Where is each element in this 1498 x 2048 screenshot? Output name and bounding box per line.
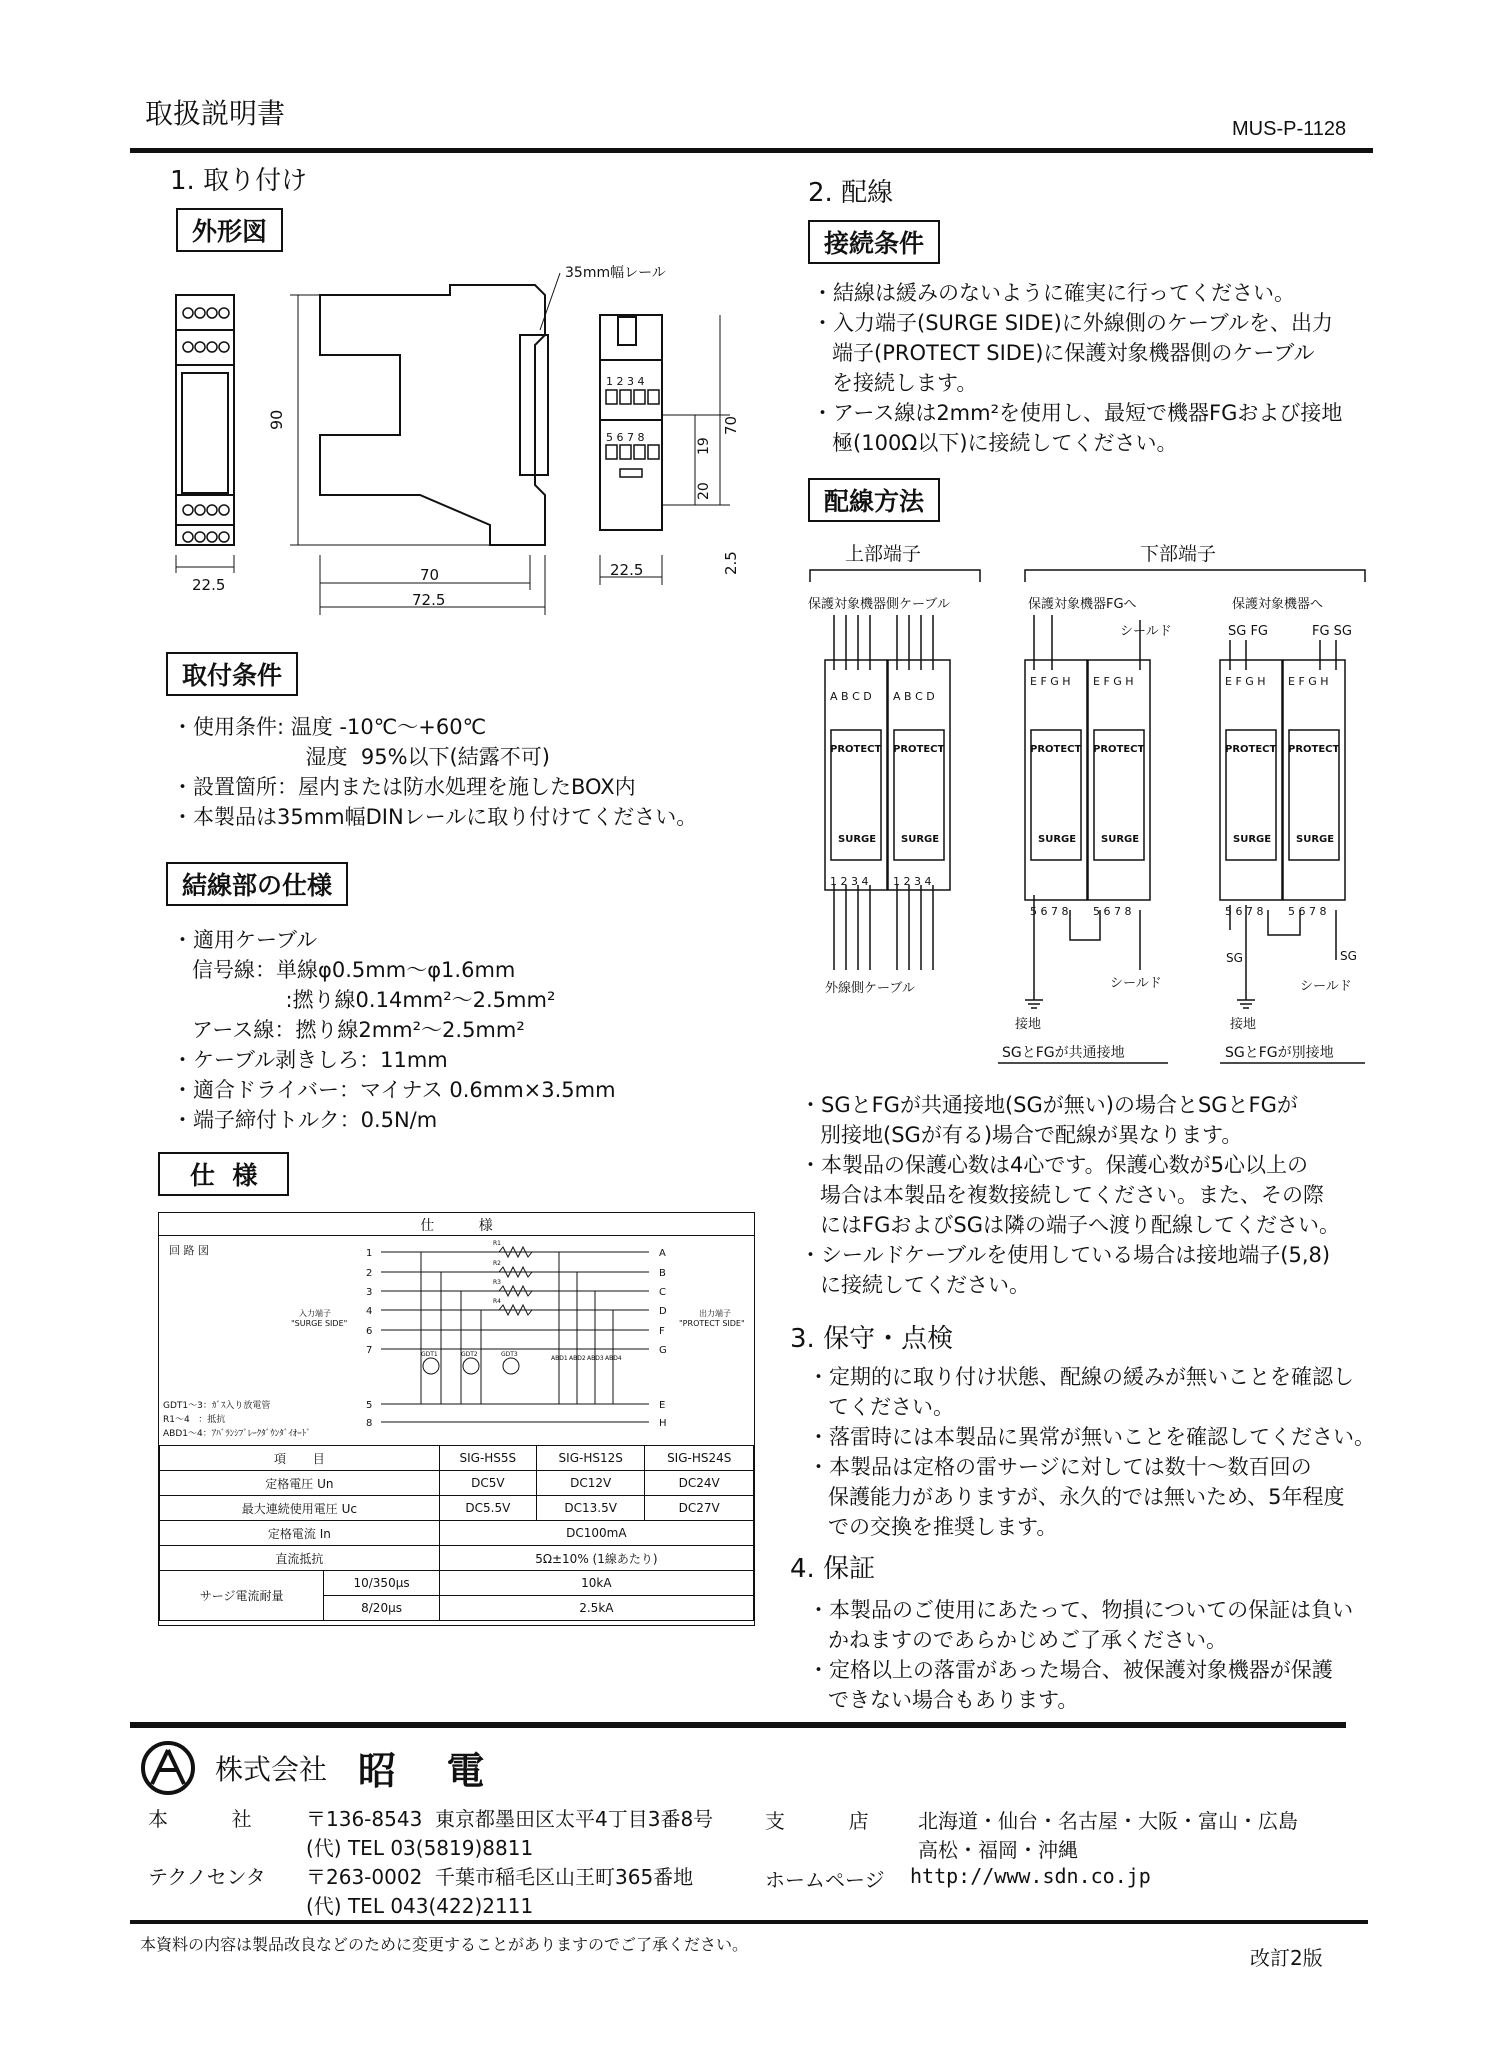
connection-conditions-list: [812, 278, 1342, 458]
mount-line: ・設置箇所：屋内または防水処理を施したBOX内: [172, 775, 636, 799]
pin-right: A: [659, 1248, 666, 1259]
wiring-diagram: [800, 530, 1380, 1070]
table-row: [160, 1496, 754, 1521]
pin-right: D: [659, 1306, 667, 1317]
table-header: SIG-HS24S: [645, 1446, 754, 1471]
dim-2-5: 2.5: [722, 551, 740, 575]
table-cell: 定格電圧 Un: [160, 1471, 440, 1496]
wiring-method-heading: 配線方法: [808, 478, 940, 522]
shield-label-bottom: シールド: [1110, 976, 1162, 991]
dim-20: 20: [696, 482, 712, 500]
pin-left: 8: [366, 1418, 373, 1429]
wire-line: :撚り線0.14mm²～2.5mm²: [172, 988, 556, 1012]
protect-label: PROTECT: [830, 744, 882, 755]
conn-line: 極(100Ω以下)に接続してください。: [812, 431, 1178, 455]
terminal-numbers: 5 6 7 8: [1093, 905, 1132, 918]
legend-line: ABD1～4：ｱﾊﾞﾗﾝｼﾌﾞﾚｰｸﾀﾞｳﾝﾀﾞｲｵｰﾄﾞ: [163, 1429, 311, 1439]
res-label: R2: [493, 1260, 501, 1267]
pin-right: H: [659, 1418, 667, 1429]
table-cell: DC100mA: [439, 1521, 753, 1546]
wire-line: ・適合ドライバー：マイナス 0.6mm×3.5mm: [172, 1078, 616, 1102]
conn-line: を接続します。: [812, 371, 978, 395]
wiring-notes: [800, 1090, 1340, 1300]
note-line: 場合は本製品を複数接続してください。また、その際: [800, 1183, 1325, 1207]
maintenance-list: [808, 1362, 1375, 1542]
technocenter-label: テクノセンタ: [148, 1865, 266, 1889]
dim-side-width: 22.5: [610, 561, 644, 579]
terminal-letters: A B C D: [893, 690, 935, 703]
terminal-letters: E F G H: [1030, 675, 1071, 688]
header-rule: [130, 148, 1373, 153]
res-label: R1: [493, 1240, 501, 1247]
table-header: 項 目: [160, 1446, 440, 1471]
conn-line: ・アース線は2mm²を使用し、最短で機器FGおよび接地: [812, 401, 1343, 425]
fg-sg-label: FG SG: [1312, 624, 1353, 639]
side-view: [290, 273, 560, 615]
pin-left: 7: [366, 1345, 373, 1356]
document-type-title: 取扱説明書: [145, 97, 286, 130]
branch-list-2: 高松・福岡・沖縄: [918, 1838, 1078, 1862]
table-cell: 定格電流 In: [160, 1521, 440, 1546]
circuit-diagram: [159, 1236, 754, 1456]
abd-label: ABD1: [551, 1355, 568, 1362]
gdt-label: GDT2: [461, 1351, 478, 1358]
warranty-line: ・本製品のご使用にあたって、物損についての保証は負い: [808, 1598, 1354, 1622]
abd-label: ABD3: [587, 1355, 604, 1362]
pin-left: 2: [366, 1268, 373, 1279]
terminal-letters: A B C D: [830, 690, 872, 703]
res-label: R3: [493, 1279, 501, 1286]
section-3-title: 3. 保守・点検: [790, 1324, 954, 1354]
rail-label: 35mm幅レール: [565, 265, 666, 281]
wire-line: ・適用ケーブル: [172, 928, 318, 952]
table-cell: 10kA: [439, 1571, 753, 1596]
hq-tel: (代) TEL 03(5819)8811: [306, 1836, 534, 1860]
output-terminal-side: "PROTECT SIDE": [679, 1319, 745, 1328]
unit-pair-separate-ground: [1220, 640, 1345, 1000]
table-cell: 5Ω±10% (1線あたり): [439, 1546, 753, 1571]
table-row: [160, 1571, 754, 1596]
section-1-title: 1. 取り付け: [170, 166, 308, 196]
table-row: [160, 1546, 754, 1571]
mounting-conditions-list: [172, 712, 697, 832]
section-4-title: 4. 保証: [790, 1554, 876, 1584]
technocenter-tel: (代) TEL 043(422)2111: [306, 1894, 534, 1918]
table-cell: サージ電流耐量: [160, 1571, 324, 1621]
terminal-letters: E F G H: [1225, 675, 1266, 688]
spec-box-heading: 仕 様: [420, 1218, 493, 1234]
technocenter-address: 〒263-0002 千葉市稲毛区山王町365番地: [306, 1865, 694, 1889]
maint-line: ・落雷時には本製品に異常が無いことを確認してください。: [808, 1425, 1375, 1449]
table-header: SIG-HS5S: [439, 1446, 536, 1471]
warranty-line: ・定格以上の落雷があった場合、被保護対象機器が保護: [808, 1658, 1333, 1682]
footer-rule-top: [130, 1722, 1346, 1728]
conn-line: ・結線は緩みのないように確実に行ってください。: [812, 281, 1295, 305]
maint-line: ・本製品は定格の雷サージに対しては数十～数百回の: [808, 1455, 1312, 1479]
maint-line: ・定期的に取り付け状態、配線の緩みが無いことを確認し: [808, 1365, 1354, 1389]
outline-drawing-heading: 外形図: [176, 208, 283, 252]
table-cell: DC12V: [536, 1471, 645, 1496]
note-line: ・SGとFGが共通接地(SGが無い)の場合とSGとFGが: [800, 1093, 1298, 1117]
dim-70: 70: [420, 566, 440, 584]
wire-line: ・ケーブル剥きしろ：11mm: [172, 1048, 448, 1072]
abd-label: ABD4: [605, 1355, 622, 1362]
pin-left: 3: [366, 1287, 373, 1298]
res-label: R4: [493, 1298, 501, 1305]
conn-line: 端子(PROTECT SIDE)に保護対象機器側のケーブル: [812, 341, 1315, 365]
specification-box: [158, 1212, 755, 1626]
surge-label: SURGE: [901, 834, 940, 845]
protect-label: PROTECT: [1225, 744, 1277, 755]
shield-label-right: シールド: [1300, 979, 1352, 994]
table-cell: DC5V: [439, 1471, 536, 1496]
separate-ground-caption: SGとFGが別接地: [1225, 1045, 1334, 1061]
dim-70-right: 70: [722, 415, 740, 435]
revision: 改訂2版: [1250, 1946, 1323, 1970]
wire-line: 信号線：単線φ0.5mm～φ1.6mm: [172, 958, 516, 982]
company-name: 昭 電: [358, 1749, 493, 1793]
sg-label-left: SG: [1226, 951, 1243, 965]
protected-device-label: 保護対象機器へ: [1232, 597, 1324, 612]
warranty-list: [808, 1595, 1353, 1715]
note-line: 別接地(SGが有る)場合で配線が異なります。: [800, 1123, 1243, 1147]
note-line: ・本製品の保護心数は4心です。保護心数が5心以上の: [800, 1153, 1309, 1177]
spec-table: [159, 1445, 754, 1621]
homepage-label: ホームページ: [765, 1868, 885, 1892]
protect-label: PROTECT: [1288, 744, 1340, 755]
dim-72-5: 72.5: [412, 591, 446, 609]
dim-19: 19: [696, 437, 712, 455]
note-line: にはFGおよびSGは隣の端子へ渡り配線してください。: [800, 1213, 1340, 1237]
pin-right: C: [659, 1287, 666, 1298]
branch-list-1: 北海道・仙台・名古屋・大阪・富山・広島: [918, 1809, 1298, 1833]
table-cell: DC5.5V: [439, 1496, 536, 1521]
dim-90: 90: [267, 409, 286, 430]
maint-line: てください。: [808, 1395, 955, 1419]
wiring-spec-list: [172, 925, 616, 1135]
unit-pair-upper: [825, 615, 950, 970]
terminal-numbers: 5 6 7 8: [1225, 905, 1264, 918]
table-row: [160, 1521, 754, 1546]
protect-label: PROTECT: [1030, 744, 1082, 755]
pin-right: G: [659, 1345, 667, 1356]
mount-line: ・使用条件: 温度 -10℃～+60℃: [172, 715, 487, 739]
dim-front-width: 22.5: [192, 576, 226, 594]
maint-line: での交換を推奨します。: [808, 1515, 1058, 1539]
terminal-letters: E F G H: [1093, 675, 1134, 688]
right-view-terminals-top: 1 2 3 4: [606, 375, 645, 388]
hq-label: 本 社: [148, 1807, 252, 1831]
output-terminal-label: 出力端子: [699, 1309, 731, 1318]
shield-label-top: シールド: [1120, 624, 1172, 639]
table-cell: DC24V: [645, 1471, 754, 1496]
table-cell: 8/20μs: [324, 1596, 439, 1621]
external-cable-label: 外線側ケーブル: [825, 981, 915, 996]
surge-label: SURGE: [1233, 834, 1272, 845]
conn-line: ・入力端子(SURGE SIDE)に外線側のケーブルを、出力: [812, 311, 1333, 335]
section-2-title: 2. 配線: [808, 178, 894, 208]
branch-label: 支 店: [765, 1809, 869, 1833]
circuit-label: 回 路 図: [169, 1244, 209, 1257]
sg-fg-label: SG FG: [1228, 624, 1269, 639]
input-terminal-label: 入力端子: [299, 1309, 331, 1318]
pin-right: F: [659, 1326, 665, 1337]
legend-line: R1～4 ：抵抗: [163, 1415, 226, 1425]
disclaimer: 本資料の内容は製品改良などのために変更することがありますのでご了承ください。: [140, 1935, 749, 1954]
gdt-label: GDT3: [501, 1351, 518, 1358]
terminal-numbers: 1 2 3 4: [893, 875, 932, 888]
ground-label-common: 接地: [1015, 1017, 1042, 1032]
unit-pair-common-ground: [1025, 615, 1150, 1000]
table-row: [160, 1471, 754, 1496]
common-ground-caption: SGとFGが共通接地: [1002, 1045, 1125, 1061]
terminal-letters: E F G H: [1288, 675, 1329, 688]
upper-terminal-label: 上部端子: [845, 543, 922, 565]
table-header: SIG-HS12S: [536, 1446, 645, 1471]
protect-label: PROTECT: [893, 744, 945, 755]
protected-cable-label: 保護対象機器側ケーブル: [808, 597, 950, 612]
surge-label: SURGE: [838, 834, 877, 845]
pin-left: 6: [366, 1326, 373, 1337]
table-cell: 10/350μs: [324, 1571, 439, 1596]
gdt-label: GDT1: [421, 1351, 438, 1358]
abd-label: ABD2: [569, 1355, 586, 1362]
note-line: ・シールドケーブルを使用している場合は接地端子(5,8): [800, 1243, 1331, 1267]
homepage-link[interactable]: http://www.sdn.co.jp: [910, 1864, 1151, 1888]
table-cell: 直流抵抗: [160, 1546, 440, 1571]
pin-right: B: [659, 1268, 666, 1279]
sg-label-right: SG: [1340, 949, 1357, 963]
table-cell: DC13.5V: [536, 1496, 645, 1521]
outline-drawing: [170, 255, 770, 625]
legend-line: GDT1～3：ｶﾞｽ入り放電管: [163, 1401, 271, 1411]
wire-line: ・端子締付トルク：0.5N/m: [172, 1108, 438, 1132]
surge-label: SURGE: [1101, 834, 1140, 845]
note-line: に接続してください。: [800, 1273, 1031, 1297]
mounting-conditions-heading: 取付条件: [166, 652, 298, 696]
surge-label: SURGE: [1296, 834, 1335, 845]
terminal-numbers: 1 2 3 4: [830, 875, 869, 888]
connection-conditions-heading: 接続条件: [808, 220, 940, 264]
terminal-numbers: 5 6 7 8: [1288, 905, 1327, 918]
input-terminal-side: "SURGE SIDE": [291, 1319, 348, 1328]
table-cell: DC27V: [645, 1496, 754, 1521]
pin-right: E: [659, 1400, 666, 1411]
hq-address: 〒136-8543 東京都墨田区太平4丁目3番8号: [306, 1807, 714, 1831]
protected-fg-label: 保護対象機器FGへ: [1028, 597, 1137, 612]
company-prefix: 株式会社: [215, 1753, 328, 1786]
lower-terminal-label: 下部端子: [1140, 543, 1217, 565]
surge-label: SURGE: [1038, 834, 1077, 845]
pin-left: 1: [366, 1248, 373, 1259]
warranty-line: かねますのであらかじめご了承ください。: [808, 1628, 1228, 1652]
table-header-row: [160, 1446, 754, 1471]
footer-rule-bottom: [130, 1920, 1368, 1924]
table-cell: 2.5kA: [439, 1596, 753, 1621]
wire-line: アース線：撚り線2mm²～2.5mm²: [172, 1018, 525, 1042]
right-view-terminals-bottom: 5 6 7 8: [606, 431, 645, 444]
terminal-numbers: 5 6 7 8: [1030, 905, 1069, 918]
mount-line: 湿度 95%以下(結露不可): [172, 745, 550, 769]
ground-label-separate: 接地: [1230, 1017, 1257, 1032]
pin-left: 4: [366, 1306, 373, 1317]
protect-label: PROTECT: [1093, 744, 1145, 755]
wiring-spec-heading: 結線部の仕様: [166, 862, 348, 906]
table-cell: 最大連続使用電圧 Uc: [160, 1496, 440, 1521]
warranty-line: できない場合もあります。: [808, 1688, 1079, 1712]
front-view: [176, 295, 234, 573]
maint-line: 保護能力がありますが、永久的では無いため、5年程度: [808, 1485, 1345, 1509]
document-number: MUS-P-1128: [1232, 118, 1347, 140]
pin-left: 5: [366, 1400, 373, 1411]
mount-line: ・本製品は35mm幅DINレールに取り付けてください。: [172, 805, 698, 829]
company-logo-icon: [140, 1740, 196, 1796]
specification-heading: 仕 様: [158, 1152, 289, 1196]
